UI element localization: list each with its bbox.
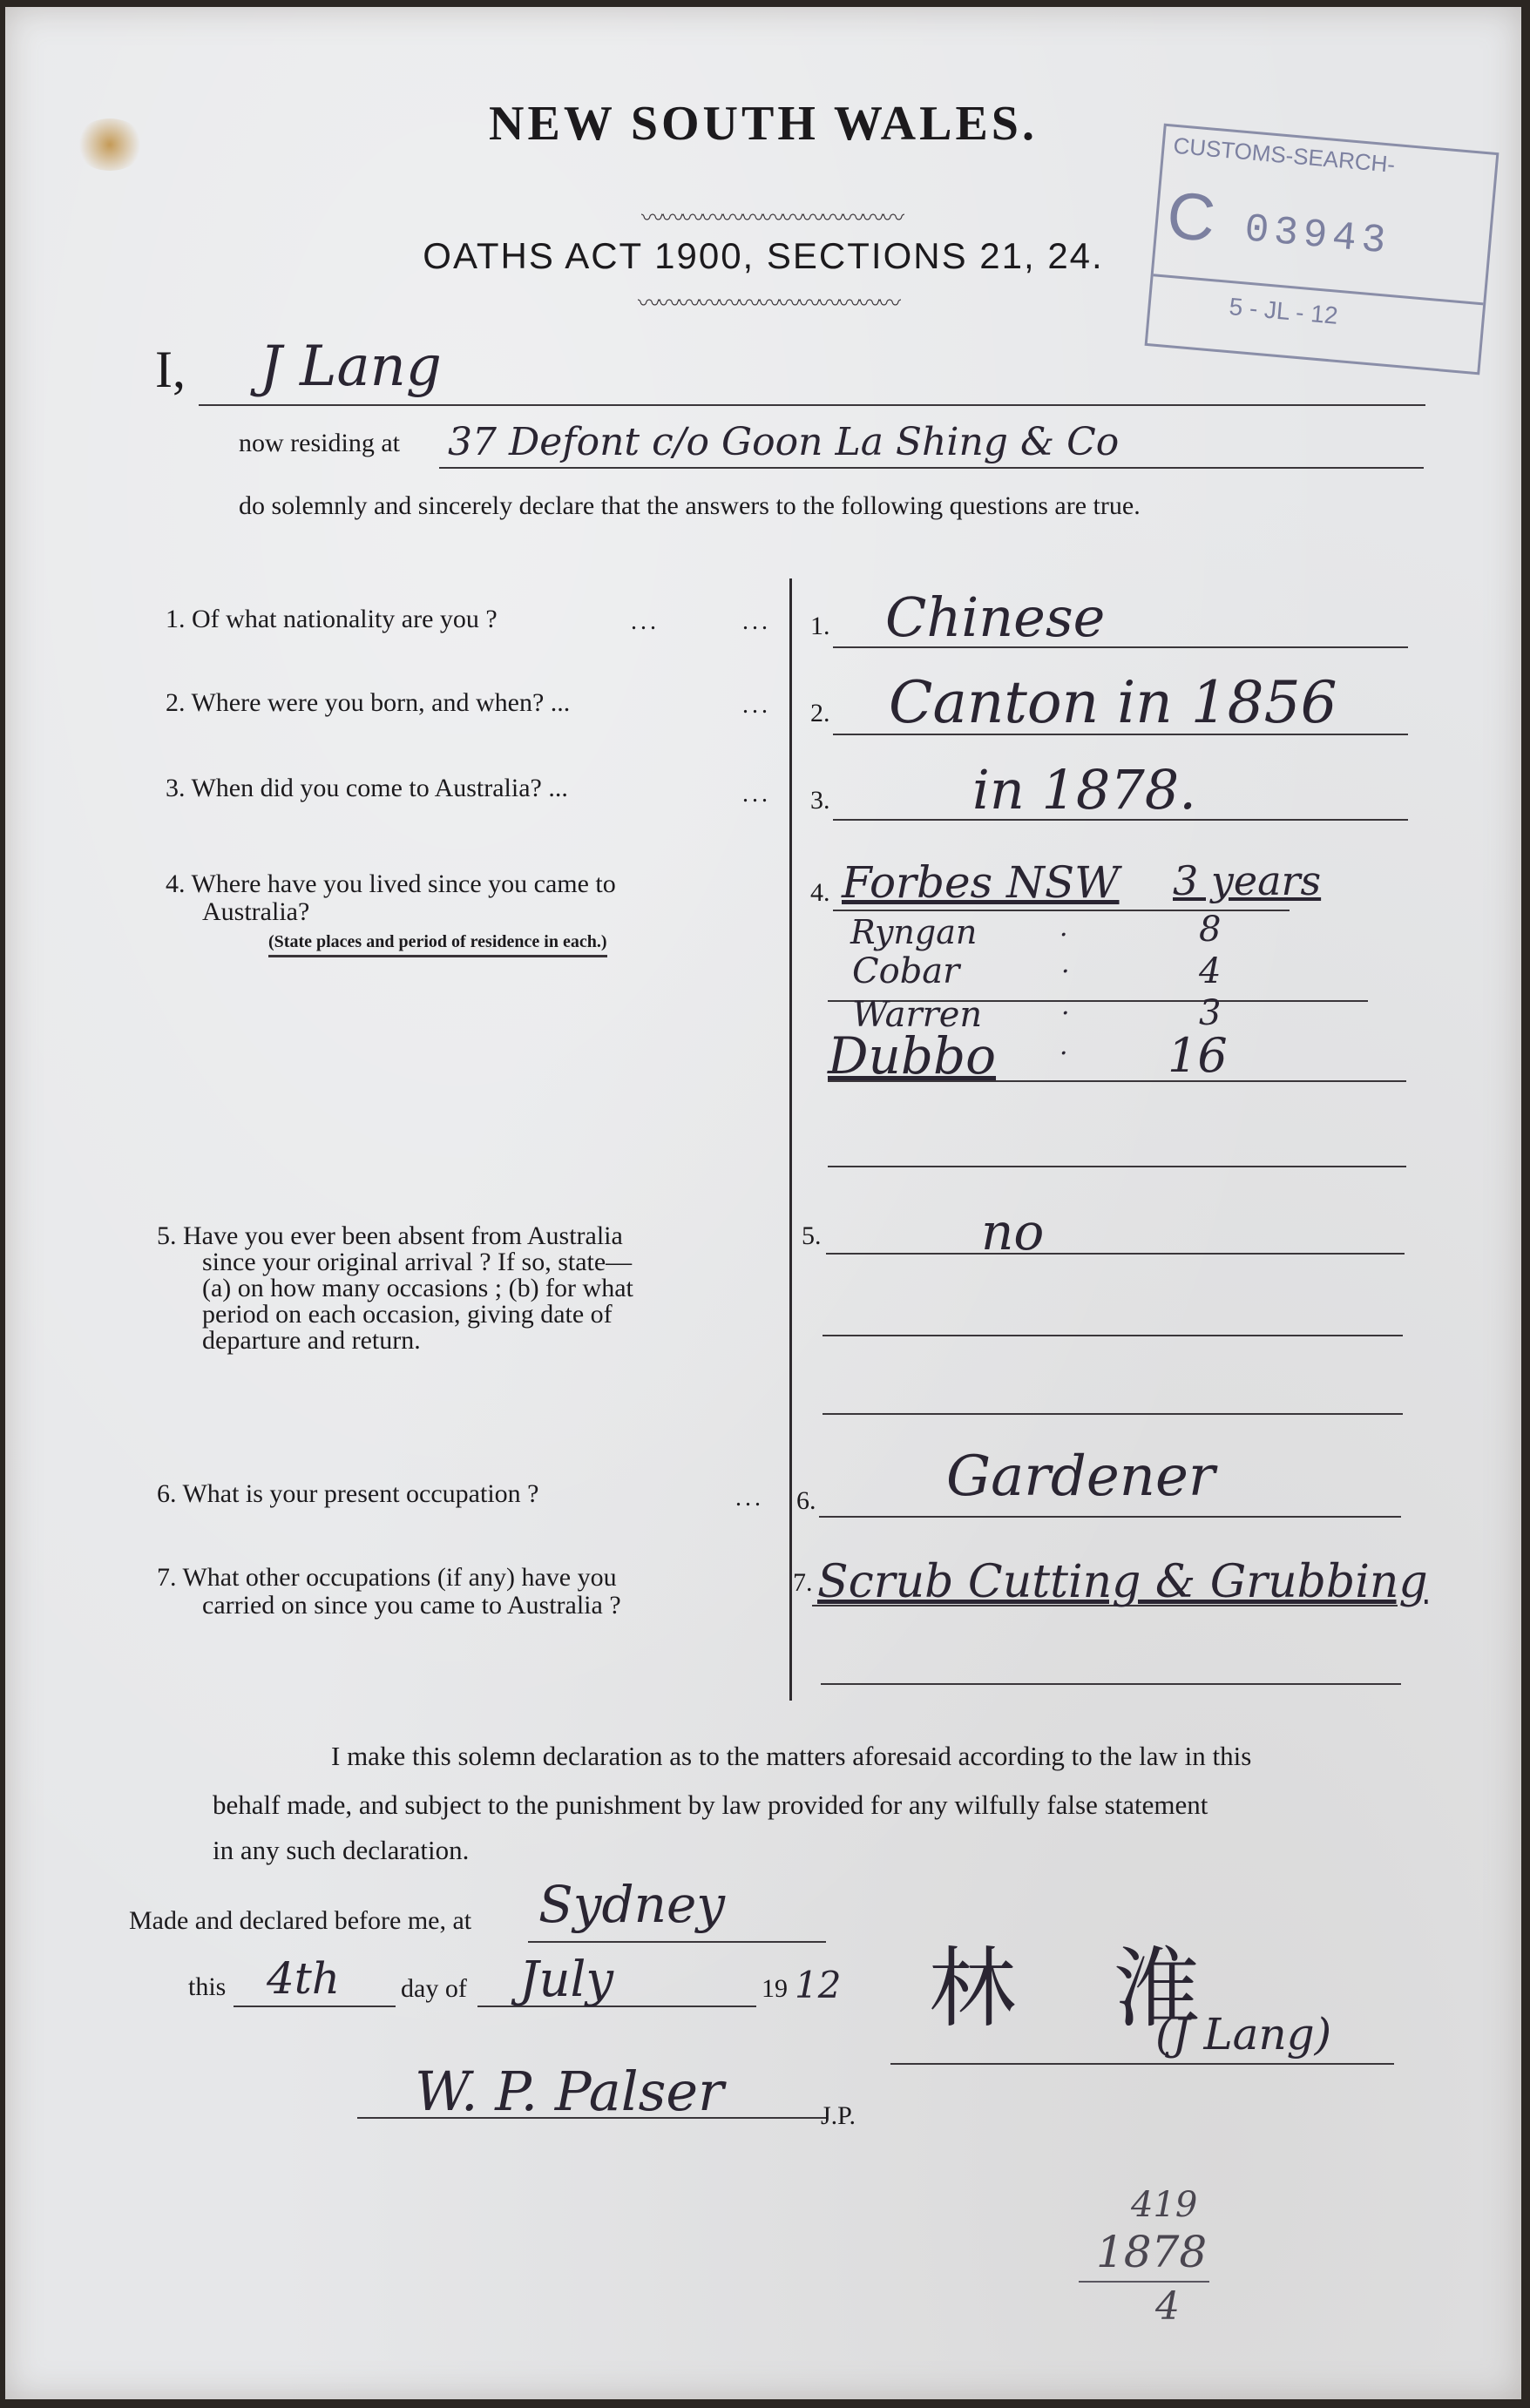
place-line xyxy=(528,1941,826,1943)
question-4-line1: 4. Where have you lived since you came to xyxy=(166,869,616,898)
answer-7-number: 7. xyxy=(793,1568,813,1597)
made-place: Sydney xyxy=(538,1875,726,1934)
annotation-line3: 4 xyxy=(1155,2284,1180,2329)
question-5-line3: (a) on how many occasions ; (b) for what xyxy=(202,1274,633,1302)
stamp-number: 03943 xyxy=(1242,206,1393,265)
ditto-mark: · xyxy=(1061,998,1070,1029)
stamp-letter: C xyxy=(1164,178,1219,257)
answer-2: Canton in 1856 xyxy=(889,669,1337,736)
question-5-line5: departure and return. xyxy=(202,1326,421,1355)
this-label: this xyxy=(188,1972,227,2001)
residence-place: Dubbo xyxy=(828,1026,997,1086)
answer-2-number: 2. xyxy=(810,699,830,727)
answer-5-line xyxy=(823,1413,1403,1415)
day-of-label: day of xyxy=(401,1974,467,2003)
jp-label: J.P. xyxy=(821,2101,856,2130)
declarant-address: 37 Defont c/o Goon La Shing & Co xyxy=(448,420,1120,464)
residing-label: now residing at xyxy=(239,429,400,457)
question-3: 3. When did you come to Australia? ... xyxy=(166,774,568,802)
question-2: 2. Where were you born, and when? ... xyxy=(166,688,571,717)
name-line xyxy=(199,404,1425,406)
annotation-rule xyxy=(1079,2281,1209,2283)
decorative-rule-top: 〰〰〰〰〰〰〰〰〰〰〰〰〰 xyxy=(641,206,903,232)
annotation-line2: 1878 xyxy=(1096,2227,1208,2277)
question-5-line1: 5. Have you ever been absent from Australia xyxy=(157,1221,623,1250)
residence-period: 3 xyxy=(1199,993,1222,1033)
question-4-note: (State places and period of residence in each.) xyxy=(268,932,607,957)
declaration-line1: I make this solemn declaration as to the matters aforesaid according to the law in this xyxy=(331,1741,1252,1771)
declaration-line3: in any such declaration. xyxy=(213,1835,470,1865)
annotation-line1: 419 xyxy=(1131,2185,1198,2225)
question-7-line2: carried on since you came to Australia ? xyxy=(202,1591,621,1620)
chinese-signature: 林 淮 xyxy=(929,1938,1236,2039)
residence-period: 3 years xyxy=(1173,857,1322,904)
dots: ... xyxy=(631,608,660,635)
answer-5-line xyxy=(823,1335,1403,1336)
dots: ... xyxy=(742,781,771,808)
dots: ... xyxy=(742,608,771,635)
answer-3-number: 3. xyxy=(810,786,830,815)
answer-7-line xyxy=(821,1683,1401,1685)
declaration-line2: behalf made, and subject to the punishment by law provided for any wilfully false statement xyxy=(213,1789,1208,1820)
declarant-prefix: I, xyxy=(155,341,186,398)
year-suffix: 12 xyxy=(795,1964,842,2006)
residence-place: Ryngan xyxy=(850,913,978,951)
question-6: 6. What is your present occupation ? xyxy=(157,1479,539,1508)
customs-stamp xyxy=(1145,124,1500,375)
answer-4-line xyxy=(828,1166,1406,1167)
signature-line xyxy=(890,2063,1394,2065)
question-7-line1: 7. What other occupations (if any) have you xyxy=(157,1563,617,1592)
answer-5-number: 5. xyxy=(802,1221,822,1250)
jp-signature: W. P. Palser xyxy=(415,2060,724,2123)
declarant-signature: (J Lang) xyxy=(1155,2009,1332,2060)
document-page xyxy=(5,7,1521,2399)
stamp-header: CUSTOMS-SEARCH- xyxy=(1172,132,1397,178)
page-subtitle: OATHS ACT 1900, SECTIONS 21, 24. xyxy=(423,235,1104,276)
made-month: July xyxy=(519,1951,614,2008)
column-divider xyxy=(789,578,792,1701)
question-4-line2: Australia? xyxy=(202,897,310,926)
answer-5-line xyxy=(826,1253,1405,1255)
dots: ... xyxy=(742,692,771,719)
question-1: 1. Of what nationality are you ? xyxy=(166,605,498,633)
day-line xyxy=(234,2006,396,2007)
answer-5: no xyxy=(981,1202,1045,1261)
answer-7: Scrub Cutting & Grubbing xyxy=(817,1556,1428,1608)
declare-text: do solemnly and sincerely declare that the answers to the following questions are true. xyxy=(239,491,1141,520)
made-day: 4th xyxy=(267,1953,341,2004)
page-title: NEW SOUTH WALES. xyxy=(489,97,1038,151)
ditto-mark: · xyxy=(1059,920,1068,950)
decorative-rule-bottom: 〰〰〰〰〰〰〰〰〰〰〰〰〰 xyxy=(638,291,899,317)
answer-1: Chinese xyxy=(885,585,1106,649)
question-5-line2: since your original arrival ? If so, state— xyxy=(202,1248,633,1276)
address-line xyxy=(439,467,1424,469)
answer-6: Gardener xyxy=(946,1444,1215,1509)
year-prefix: 19 xyxy=(762,1974,788,2003)
residence-place: Cobar xyxy=(852,951,960,991)
declarant-name: J Lang xyxy=(260,335,442,399)
answer-3: in 1878. xyxy=(972,758,1196,822)
ditto-mark: · xyxy=(1061,957,1070,987)
question-5-line4: period on each occasion, giving date of xyxy=(202,1300,613,1329)
residence-period: 8 xyxy=(1199,910,1222,950)
ditto-mark: · xyxy=(1059,1038,1068,1069)
answer-6-number: 6. xyxy=(796,1486,816,1515)
dots: ... xyxy=(735,1485,764,1512)
answer-6-line xyxy=(819,1516,1401,1518)
answer-4-number: 4. xyxy=(810,878,830,907)
stamp-date: 5 - JL - 12 xyxy=(1228,293,1339,329)
made-label: Made and declared before me, at xyxy=(129,1906,472,1935)
residence-place: Warren xyxy=(852,995,983,1035)
residence-period: 4 xyxy=(1199,951,1222,991)
residence-place: Forbes NSW xyxy=(842,857,1120,908)
residence-period: 16 xyxy=(1168,1028,1228,1083)
answer-1-number: 1. xyxy=(810,612,830,640)
